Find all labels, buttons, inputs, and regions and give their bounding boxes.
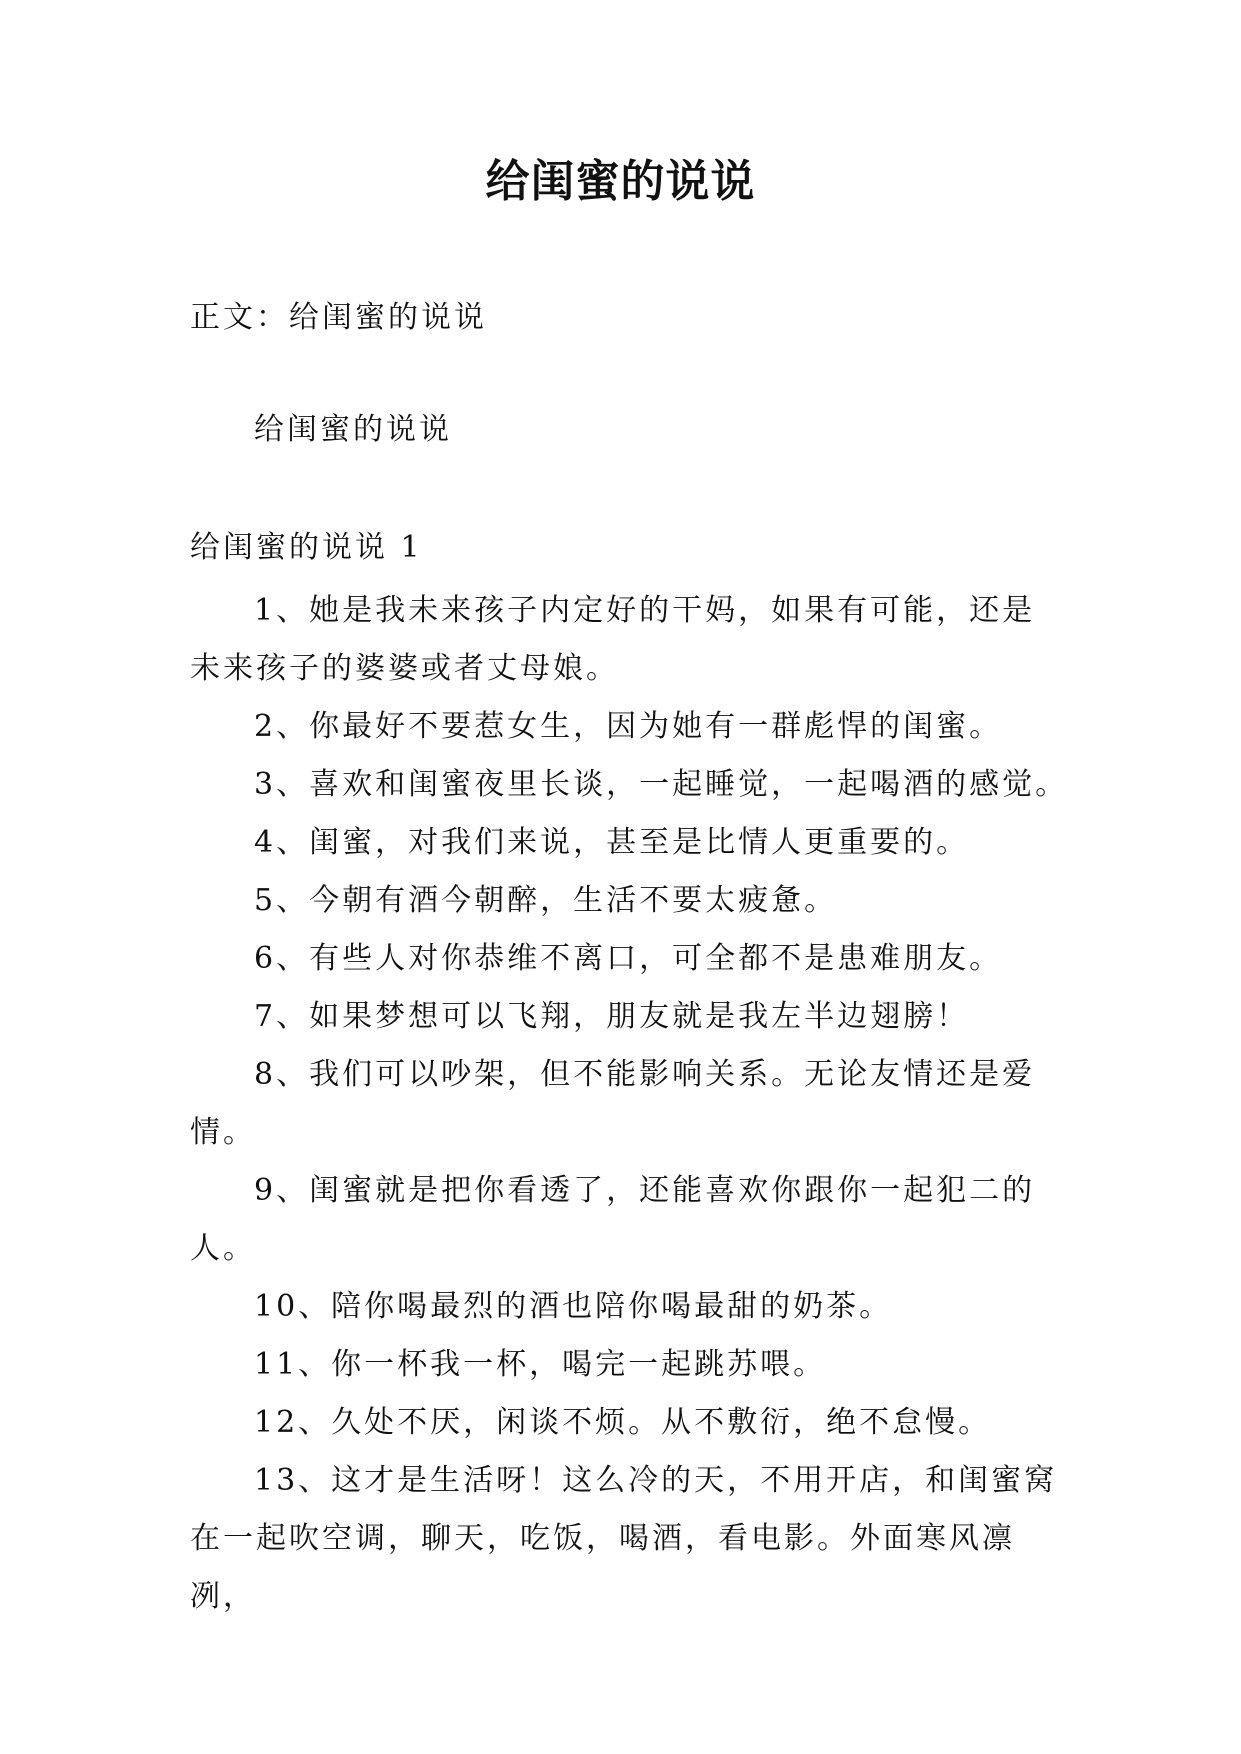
paragraph-continuation: 情。 (190, 1115, 256, 1150)
paragraph-line: 13、这才是生活呀！这么冷的天，不用开店，和闺蜜窝 (254, 1463, 1058, 1498)
paragraph-list (190, 582, 1070, 1626)
paragraph-line: 6、有些人对你恭维不离口，可全都不是患难朋友。 (254, 941, 1003, 976)
paragraph-item (190, 1394, 1070, 1452)
paragraph-item (190, 988, 1070, 1046)
paragraph-item (190, 582, 1070, 698)
paragraph-item (190, 1162, 1070, 1278)
paragraph-line: 5、今朝有酒今朝醉，生活不要太疲惫。 (254, 883, 838, 918)
paragraph-line: 11、你一杯我一杯，喝完一起跳苏喂。 (254, 1347, 827, 1382)
paragraph-line: 7、如果梦想可以飞翔，朋友就是我左半边翅膀！ (254, 999, 970, 1034)
paragraph-line: 12、久处不厌，闲谈不烦。从不敷衍，绝不怠慢。 (254, 1405, 992, 1440)
paragraph-line: 8、我们可以吵架，但不能影响关系。无论友情还是爱 (254, 1057, 1036, 1092)
indented-heading: 给闺蜜的说说 (254, 412, 452, 447)
paragraph-line: 1、她是我未来孩子内定好的干妈，如果有可能，还是 (254, 593, 1036, 628)
section-heading: 给闺蜜的说说 1 (190, 530, 423, 565)
paragraph-item (190, 1278, 1070, 1336)
paragraph-item (190, 814, 1070, 872)
paragraph-line: 4、闺蜜，对我们来说，甚至是比情人更重要的。 (254, 825, 970, 860)
paragraph-item (190, 1336, 1070, 1394)
paragraph-item (190, 1046, 1070, 1162)
document-title: 给闺蜜的说说 (485, 156, 756, 207)
paragraph-item (190, 872, 1070, 930)
paragraph-continuation: 未来孩子的婆婆或者丈母娘。 (190, 651, 619, 686)
paragraph-item (190, 1452, 1070, 1626)
paragraph-line: 2、你最好不要惹女生，因为她有一群彪悍的闺蜜。 (254, 709, 1003, 744)
paragraph-line: 3、喜欢和闺蜜夜里长谈，一起睡觉，一起喝酒的感觉。 (254, 767, 1069, 802)
paragraph-line: 9、闺蜜就是把你看透了，还能喜欢你跟你一起犯二的 (254, 1173, 1036, 1208)
paragraph-continuation: 人。 (190, 1231, 256, 1266)
body-label: 正文：给闺蜜的说说 (190, 300, 487, 335)
paragraph-continuation: 在一起吹空调，聊天，吃饭，喝酒，看电影。外面寒风凛冽， (190, 1521, 1015, 1614)
paragraph-line: 10、陪你喝最烈的酒也陪你喝最甜的奶茶。 (254, 1289, 893, 1324)
paragraph-item (190, 756, 1070, 814)
paragraph-item (190, 698, 1070, 756)
paragraph-item (190, 930, 1070, 988)
